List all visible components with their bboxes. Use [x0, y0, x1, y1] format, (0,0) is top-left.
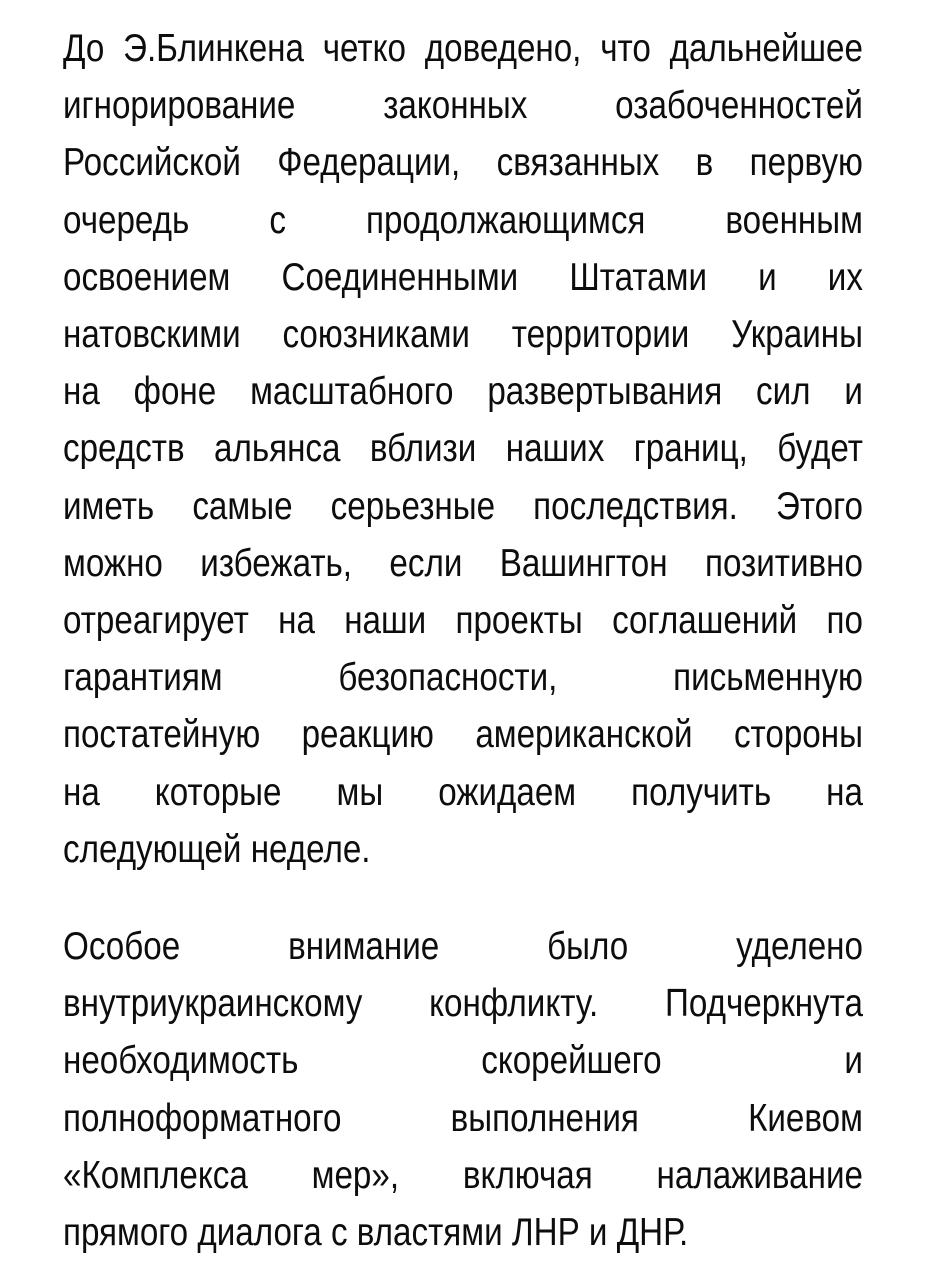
text-line: отреагирует на наши проекты соглашений по: [63, 599, 863, 643]
paragraph-1: [63, 20, 933, 878]
text-line: следующей неделе.: [63, 827, 371, 871]
text-block: [63, 20, 933, 1261]
text-line: освоением Соединенными Штатами и их: [63, 255, 863, 299]
text-line: средств альянса вблизи наших границ, будет: [63, 427, 863, 471]
text-line: очередь с продолжающимся военным: [63, 198, 863, 242]
text-line: До Э.Блинкена четко доведено, что дальнейшее: [63, 27, 863, 70]
text-line: Особое внимание было уделено: [63, 925, 863, 969]
text-line: прямого диалога с властями ЛНР и ДНР.: [63, 1211, 689, 1255]
text-line: можно избежать, если Вашингтон позитивно: [63, 541, 863, 585]
text-line: гарантиям безопасности, письменную: [63, 656, 863, 700]
text-line: иметь самые серьезные последствия. Этого: [63, 484, 863, 528]
text-line: внутриукраинскому конфликту. Подчеркнута: [63, 982, 863, 1026]
paragraph-2: [63, 918, 933, 1261]
text-line: натовскими союзниками территории Украины: [63, 313, 863, 357]
text-line: на фоне масштабного развертывания сил и: [63, 370, 863, 414]
text-line: постатейную реакцию американской стороны: [63, 713, 863, 757]
text-line: полноформатного выполнения Киевом: [63, 1096, 863, 1140]
text-line: «Комплекса мер», включая налаживание: [63, 1153, 863, 1197]
text-line: игнорирование законных озабоченностей: [63, 84, 863, 128]
text-line: необходимость скорейшего и: [63, 1039, 863, 1083]
text-line: на которые мы ожидаем получить на: [63, 770, 863, 814]
text-line: Российской Федерации, связанных в первую: [63, 141, 863, 185]
